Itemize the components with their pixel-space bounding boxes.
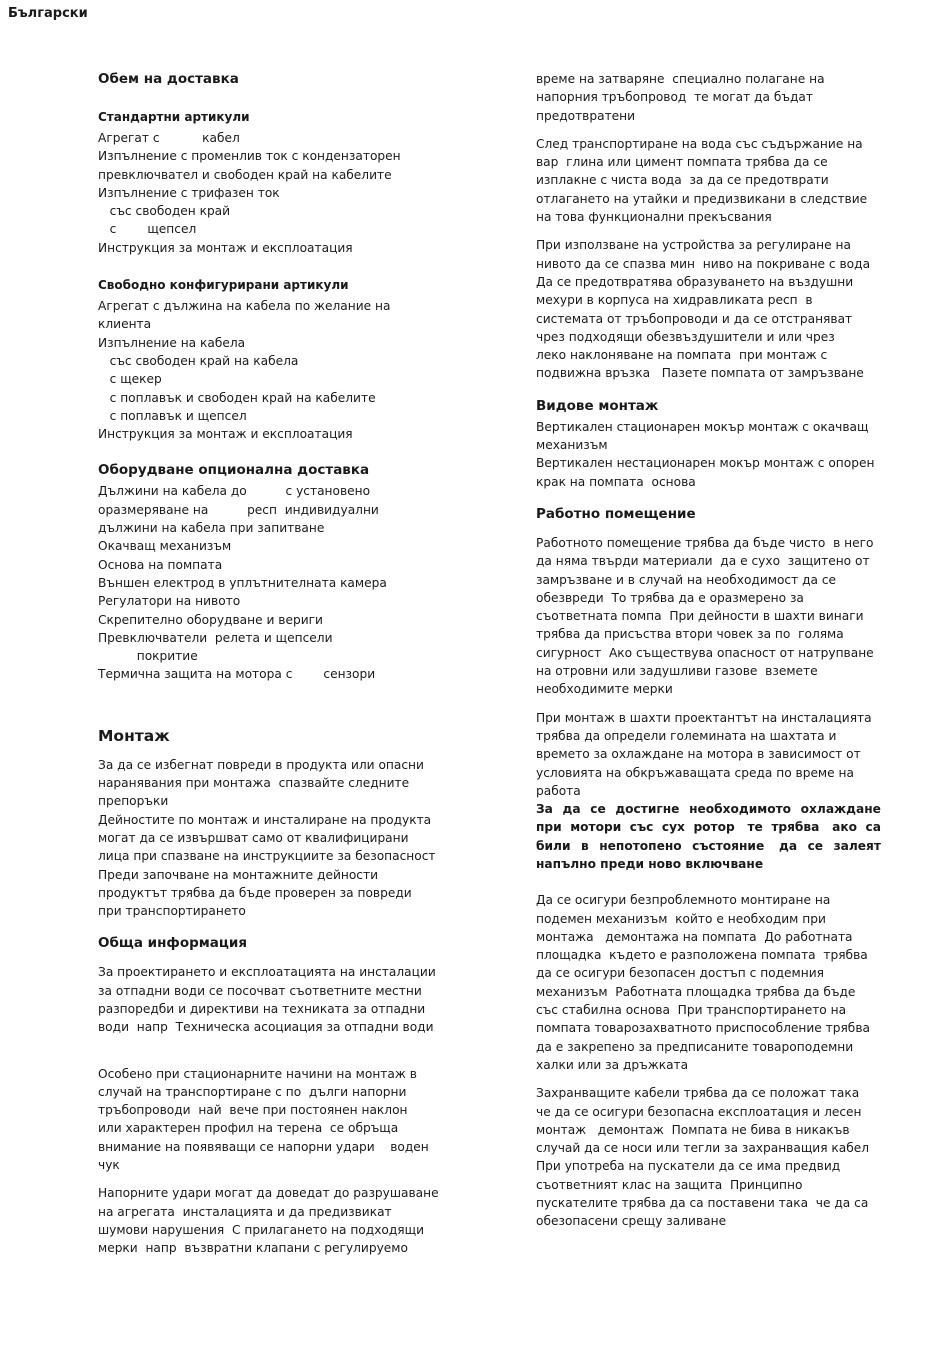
text-line: При употреба на пускатели да се има предвид: [536, 1159, 841, 1174]
text-line: Изпълнение с променлив ток с кондензаторен: [98, 149, 401, 164]
text-line: Термична защита на мотора с сензори: [98, 667, 376, 682]
standard-items-list: [98, 129, 448, 257]
text-line: За проектирането и експлоатацията на инсталации: [98, 965, 436, 980]
text-line: системата от тръбопроводи и да се отстраняват: [536, 311, 853, 326]
bold-word: напълно преди ново включване: [536, 856, 764, 871]
text-line: леко наклоняване на помпата при монтаж с: [536, 348, 828, 363]
transport-text: [536, 135, 881, 226]
text-line: работа: [536, 783, 581, 798]
text-line: За да се избегнат повреди в продукта или опасни: [98, 757, 424, 772]
text-line: халки или за дръжката: [536, 1057, 689, 1072]
text-line: нивото да се спазва мин ниво на покриване с вода: [536, 256, 871, 271]
bold-word: се: [590, 802, 606, 817]
mounting-types-text: [536, 418, 881, 491]
text-line: механизъм Работната площадка трябва да бъде: [536, 984, 856, 999]
text-line: Окачващ механизъм: [98, 539, 232, 554]
text-line: площадка където е разположена помпата трябва: [536, 948, 868, 963]
bold-word: мотори: [570, 820, 622, 835]
cooling-warning: [536, 800, 881, 873]
text-line: помпата товарозахватното приспособление трябва: [536, 1021, 870, 1036]
text-line: покритие: [98, 649, 198, 664]
text-line: да няма твърди материали да е сухо защитено от: [536, 554, 870, 569]
bold-text-line: [536, 800, 881, 818]
left-column: [98, 70, 448, 1258]
text-line: случай на транспортиране с по дълги напорни: [98, 1084, 407, 1099]
text-line: тръбопроводи най вече при постоянен наклон: [98, 1103, 408, 1118]
text-line: Да се предотвратява образуването на въздушни: [536, 274, 854, 289]
text-line: условията на обкръжаващата среда по време на: [536, 765, 854, 780]
bold-text-line: [536, 837, 881, 855]
text-line: време на затваряне специално полагане на: [536, 72, 825, 86]
bold-word: да: [562, 802, 581, 817]
bold-word: състояние: [692, 838, 765, 853]
text-line: наранявания при монтажа спазвайте следните: [98, 776, 410, 791]
stationary-mounting-text: [98, 1065, 448, 1175]
bold-text-line: [536, 855, 881, 873]
text-line: трябва да определи големината на шахтата и: [536, 728, 837, 743]
text-line: Изпълнение на кабела: [98, 335, 246, 350]
text-line: продуктът трябва да бъде проверен за повреди: [98, 885, 412, 900]
free-items-heading: Свободно конфигурирани артикули: [98, 278, 349, 293]
level-control-text: [536, 236, 881, 382]
text-line: Особено при стационарните начини на монтаж в: [98, 1066, 417, 1081]
text-line: подвижна връзка Пазете помпата от замръзване: [536, 366, 864, 381]
text-line: Агрегат с дължина на кабела по желание на: [98, 299, 391, 314]
text-line: чук: [98, 1158, 120, 1173]
text-line: трябва да присъства втори човек за по голяма: [536, 627, 844, 642]
text-line: Напорните удари могат да доведат до разрушаване: [98, 1186, 439, 1201]
text-line: съответният клас на защита Принципно: [536, 1177, 803, 1192]
text-line: След транспортиране на вода със съдържание на: [536, 136, 863, 151]
bold-word: достигне: [615, 802, 680, 817]
text-line: разпоредби и директиви на техниката за отпадни: [98, 1001, 426, 1016]
bold-word: са: [865, 820, 881, 835]
text-line: сигурност Ако съществува опасност от натрупване: [536, 645, 874, 660]
text-line: Основа на помпата: [98, 557, 223, 572]
text-line: могат да се извършват само от квалифицирани: [98, 830, 409, 845]
text-line: шумови нарушения С прилагането на подходящи: [98, 1222, 425, 1237]
text-line: Работното помещение трябва да бъде чисто в него: [536, 535, 874, 550]
text-line: чрез подходящи обезвъздушители и или чрез: [536, 329, 835, 344]
work-room-text: [536, 534, 881, 699]
text-line: При използване на устройства за регулиране на: [536, 238, 851, 253]
text-line: Преди започване на монтажните дейности: [98, 867, 379, 882]
bold-word: трябва: [771, 820, 820, 835]
text-line: за отпадни води се посочват съответните местни: [98, 983, 422, 998]
text-line: оразмеряване на респ индивидуални: [98, 502, 379, 517]
text-line: необходимите мерки: [536, 682, 673, 697]
text-line: обезопасени срещу заливане: [536, 1214, 727, 1229]
text-line: пускателите трябва да са поставени така че да са: [536, 1196, 869, 1211]
general-info-heading: Обща информация: [98, 935, 248, 952]
bold-word: охлаждане: [800, 802, 881, 817]
mounting-heading: Монтаж: [98, 726, 170, 745]
bold-word: сух: [661, 820, 685, 835]
text-line: времето за охлаждане на мотора в зависимост от: [536, 747, 861, 762]
text-line: изплакне с чиста вода за да се предотврати: [536, 173, 829, 188]
text-line: Захранващите кабели трябва да се положат така: [536, 1086, 860, 1101]
bold-word: се: [807, 838, 824, 853]
text-line: да е закрепено за предписаните товароподемни: [536, 1039, 854, 1054]
text-line: замръзване и в случай на необходимост да се: [536, 572, 837, 587]
text-line: на отровни или задушливи газове вземете: [536, 664, 818, 679]
text-line: с поплавък и щепсел: [98, 408, 247, 423]
scope-of-delivery-heading: Обем на доставка: [98, 71, 239, 87]
lifting-text: [536, 891, 881, 1074]
mounting-text: [98, 756, 448, 921]
text-line: Дължини на кабела до с установено: [98, 484, 371, 499]
bold-text-line: [536, 818, 881, 836]
bold-word: залеят: [833, 838, 881, 853]
bold-word: необходимото: [689, 802, 792, 817]
text-line: Да се осигури безпроблемното монтиране на: [536, 893, 831, 908]
bold-word: със: [629, 820, 654, 835]
bold-word: ако: [827, 820, 858, 835]
bold-word: те: [743, 820, 763, 835]
text-line: предотвратени: [536, 108, 636, 123]
general-info-text: [98, 963, 448, 1036]
text-line: обезвреди То трябва да е оразмерено за: [536, 590, 804, 605]
bold-word: в: [581, 838, 589, 853]
bold-word: ротор: [693, 820, 735, 835]
standard-items-heading: Стандартни артикули: [98, 110, 250, 124]
text-line: Инструкция за монтаж и експлоатация: [98, 427, 353, 442]
text-line: да се осигури безопасен достъп с подемния: [536, 966, 824, 981]
text-line: съответната помпа При дейности в шахти винаги: [536, 609, 864, 624]
text-line: Превключватели релета и щепсели: [98, 630, 333, 645]
free-items-list: [98, 297, 448, 443]
text-line: на това функционални прекъсвания: [536, 210, 772, 225]
text-line: Вертикален стационарен мокър монтаж с окачващ: [536, 419, 869, 434]
text-line: препоръки: [98, 794, 169, 809]
text-line: монтажа демонтажа на помпата До работната: [536, 929, 853, 944]
text-line: че да се осигури безопасна експлоатация и лесен: [536, 1104, 862, 1119]
text-line: механизъм: [536, 438, 608, 453]
bold-word: непотопено: [599, 838, 682, 853]
shaft-text: [536, 709, 881, 800]
text-line: или характерен профил на терена се обръща: [98, 1121, 399, 1136]
text-line: крак на помпата основа: [536, 474, 696, 489]
text-line: Външен електрод в уплътнителната камера: [98, 575, 387, 590]
text-line: Скрепително оборудване и вериги: [98, 612, 323, 627]
text-line: Изпълнение с трифазен ток: [98, 185, 280, 200]
pressure-shock-text: [98, 1184, 448, 1257]
text-line: При монтаж в шахти проектантът на инсталацията: [536, 710, 872, 725]
text-line: на агрегата инсталацията и да предизвикат: [98, 1204, 392, 1219]
language-label: Български: [8, 6, 88, 21]
equipment-heading: Оборудване опционална доставка: [98, 462, 370, 479]
text-line: Дейностите по монтаж и инсталиране на продукта: [98, 812, 432, 827]
power-cables-text: [536, 1084, 881, 1230]
text-line: напорния тръбопровод те могат да бъдат: [536, 90, 813, 105]
text-line: дължини на кабела при запитване: [98, 521, 325, 536]
text-line: със стабилна основа При транспортирането на: [536, 1003, 847, 1018]
text-line: Вертикален нестационарен мокър монтаж с опорен: [536, 456, 875, 471]
text-line: с щепсел: [98, 222, 197, 237]
text-line: със свободен край на кабела: [98, 353, 299, 368]
bold-word: били: [536, 838, 571, 853]
text-line: Инструкция за монтаж и експлоатация: [98, 240, 353, 255]
text-line: мерки напр възвратни клапани с регулируемо: [98, 1241, 408, 1256]
text-line: вар глина или цимент помпата трябва да се: [536, 155, 828, 170]
right-column: [536, 70, 881, 1231]
bold-word: при: [536, 820, 562, 835]
text-line: със свободен край: [98, 204, 231, 219]
continued-text: [536, 70, 881, 125]
text-line: Регулатори на нивото: [98, 594, 241, 609]
bold-word: да: [774, 838, 798, 853]
text-line: клиента: [98, 317, 152, 332]
text-line: с поплавък и свободен край на кабелите: [98, 390, 376, 405]
text-line: при транспортирането: [98, 904, 246, 919]
mounting-types-heading: Видове монтаж: [536, 397, 659, 414]
text-line: случай да се носи или тегли за захранващия кабел: [536, 1141, 870, 1156]
work-room-heading: Работно помещение: [536, 505, 696, 522]
equipment-list: [98, 482, 448, 683]
text-line: превключвател и свободен край на кабелите: [98, 167, 392, 182]
text-line: монтаж демонтаж Помпата не бива в никакъв: [536, 1122, 850, 1137]
text-line: с щекер: [98, 372, 162, 387]
text-line: Агрегат с кабел: [98, 131, 240, 145]
text-line: подемен механизъм който е необходим при: [536, 911, 826, 926]
text-line: мехури в корпуса на хидравликата респ в: [536, 293, 813, 308]
text-line: внимание на появяващи се напорни удари воден: [98, 1139, 429, 1154]
text-line: лица при спазване на инструкциите за безопасност: [98, 849, 436, 864]
text-line: води напр Техническа асоциация за отпадни води: [98, 1020, 434, 1035]
bold-word: За: [536, 802, 553, 817]
text-line: отлагането на утайки и предизвикани в следствие: [536, 191, 868, 206]
